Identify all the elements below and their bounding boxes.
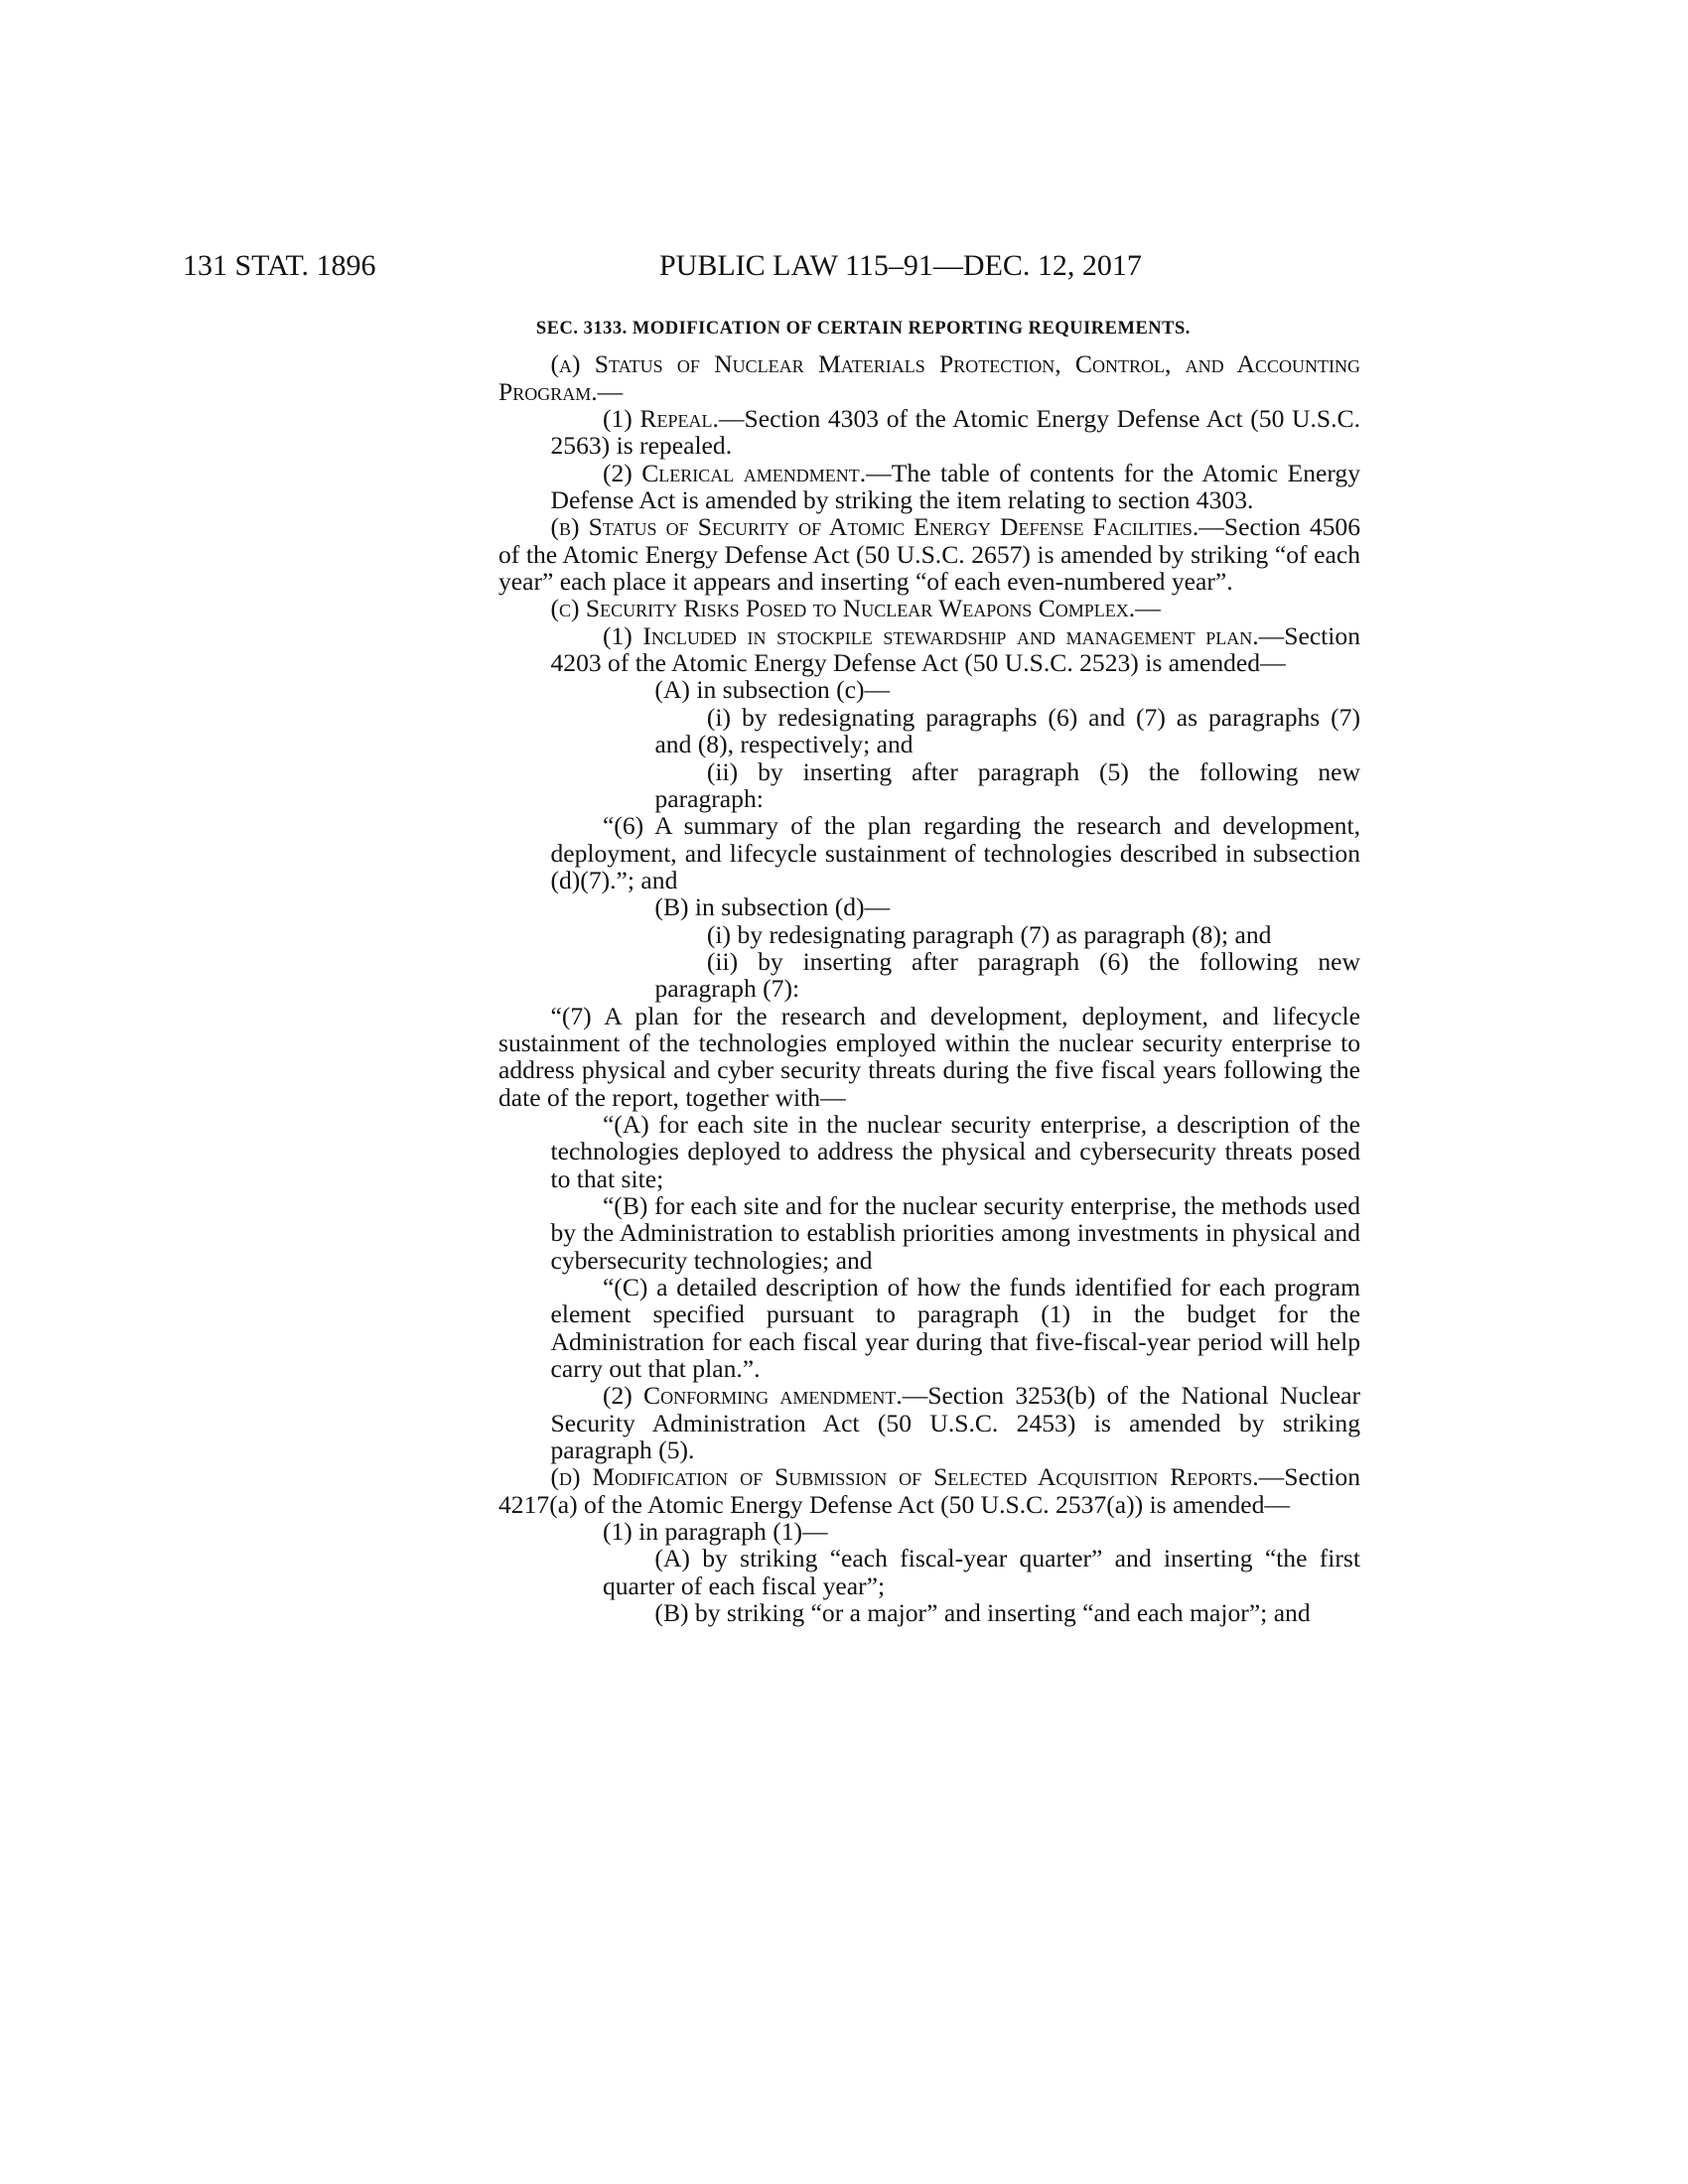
clause-c-1-B-ii: (ii) by inserting after paragraph (6) the following new paragraph (7):: [654, 946, 1360, 1004]
paragraph-a-1: [498, 405, 1360, 460]
document-body: [498, 316, 1360, 1627]
subsection-d: [498, 1463, 1360, 1518]
subsection-c: [498, 595, 1360, 621]
quoted-subparagraph-A: “(A) for each site in the nuclear security enterprise, a description of the technologies deployed to address the physical and cybersecurity threats posed to that site;: [550, 1109, 1360, 1193]
quoted-subparagraph-B: “(B) for each site and for the nuclear security enterprise, the methods used by the Administration to establish priorities among investments in physical and cybersecurity technologies; and: [550, 1191, 1360, 1275]
paragraph-a-1-text: —Section 4303 of the Atomic Energy Defense Act (50 U.S.C. 2563) is repealed.: [550, 404, 1360, 461]
quoted-paragraph-7: “(7) A plan for the research and development, deployment, and lifecycle sustainment of the technologies employed within the nuclear security enterprise to address physical and cyber security threats during the five fiscal years following the date of the report, together with—: [498, 1001, 1360, 1112]
paragraph-d-1: (1) in paragraph (1)—: [602, 1517, 828, 1547]
subsection-b-heading: (b) Status of Security of Atomic Energy Defense Facilities.: [550, 512, 1199, 542]
section-title: SEC. 3133. MODIFICATION OF CERTAIN REPORTING REQUIREMENTS.: [535, 319, 1191, 339]
quoted-subparagraph-C: “(C) a detailed description of how the funds identified for each program element specified pursuant to paragraph (1) in the budget for the Administration for each fiscal year during that five-fiscal-year period will help carry out that plan.”.: [550, 1273, 1360, 1384]
clause-c-1-A-i: (i) by redesignating paragraphs (6) and (7) as paragraphs (7) and (8), respectively; and: [654, 702, 1360, 759]
subparagraph-d-1-A: (A) by striking “each fiscal-year quarter” and inserting “the first quarter of each fiscal year”;: [602, 1544, 1360, 1600]
public-law-citation: PUBLIC LAW 115–91—DEC. 12, 2017: [659, 249, 1142, 282]
page-header: [0, 246, 1688, 286]
paragraph-a-2-text: —The table of contents for the Atomic Energy Defense Act is amended by striking the item relating to section 4303.: [550, 458, 1361, 515]
paragraph-c-2: [498, 1382, 1360, 1463]
paragraph-c-2-text: —Section 3253(b) of the National Nuclear Security Administration Act (50 U.S.C. 2453) is amended by striking paragraph (5).: [550, 1381, 1360, 1465]
subsection-d-heading: (d) Modification of Submission of Selected Acquisition Reports.: [550, 1462, 1259, 1492]
paragraph-a-2-heading: (2) Clerical amendment.: [602, 458, 867, 487]
quoted-paragraph-6: “(6) A summary of the plan regarding the research and development, deployment, and lifecycle sustainment of technologies described in subsection (d)(7).”; and: [550, 811, 1360, 894]
subsection-c-heading: (c) Security Risks Posed to Nuclear Weapons Complex.—: [550, 594, 1161, 623]
subsection-b: [498, 513, 1360, 595]
subsection-a: [498, 350, 1360, 405]
paragraph-c-1: [498, 622, 1360, 677]
subparagraph-c-1-A: (A) in subsection (c)—: [654, 675, 891, 705]
subsection-b-text: —Section 4506 of the Atomic Energy Defense Act (50 U.S.C. 2657) is amended by striking “of each year” each place it appears and inserting “of each even-numbered year”.: [498, 512, 1361, 597]
subsection-a-heading: (a) Status of Nuclear Materials Protection, Control, and Accounting Program.—: [498, 349, 1360, 406]
paragraph-c-1-heading: (1) Included in stockpile stewardship and management plan.: [602, 620, 1259, 650]
paragraph-c-2-heading: (2) Conforming amendment.: [602, 1381, 903, 1411]
paragraph-a-2: [498, 460, 1360, 514]
paragraph-a-1-heading: (1) Repeal.: [602, 404, 719, 434]
paragraph-c-1-text: —Section 4203 of the Atomic Energy Defense Act (50 U.S.C. 2523) is amended—: [550, 620, 1360, 678]
subparagraph-c-1-B: (B) in subsection (d)—: [654, 892, 891, 922]
subsection-d-text: —Section 4217(a) of the Atomic Energy Defense Act (50 U.S.C. 2537(a)) is amended—: [498, 1462, 1360, 1519]
clause-c-1-B-i: (i) by redesignating paragraph (7) as paragraph (8); and: [706, 919, 1272, 949]
statute-page-number: 131 STAT. 1896: [183, 249, 376, 282]
clause-c-1-A-ii: (ii) by inserting after paragraph (5) the following new paragraph:: [654, 756, 1360, 813]
subparagraph-d-1-B: (B) by striking “or a major” and inserting “and each major”; and: [654, 1598, 1311, 1628]
